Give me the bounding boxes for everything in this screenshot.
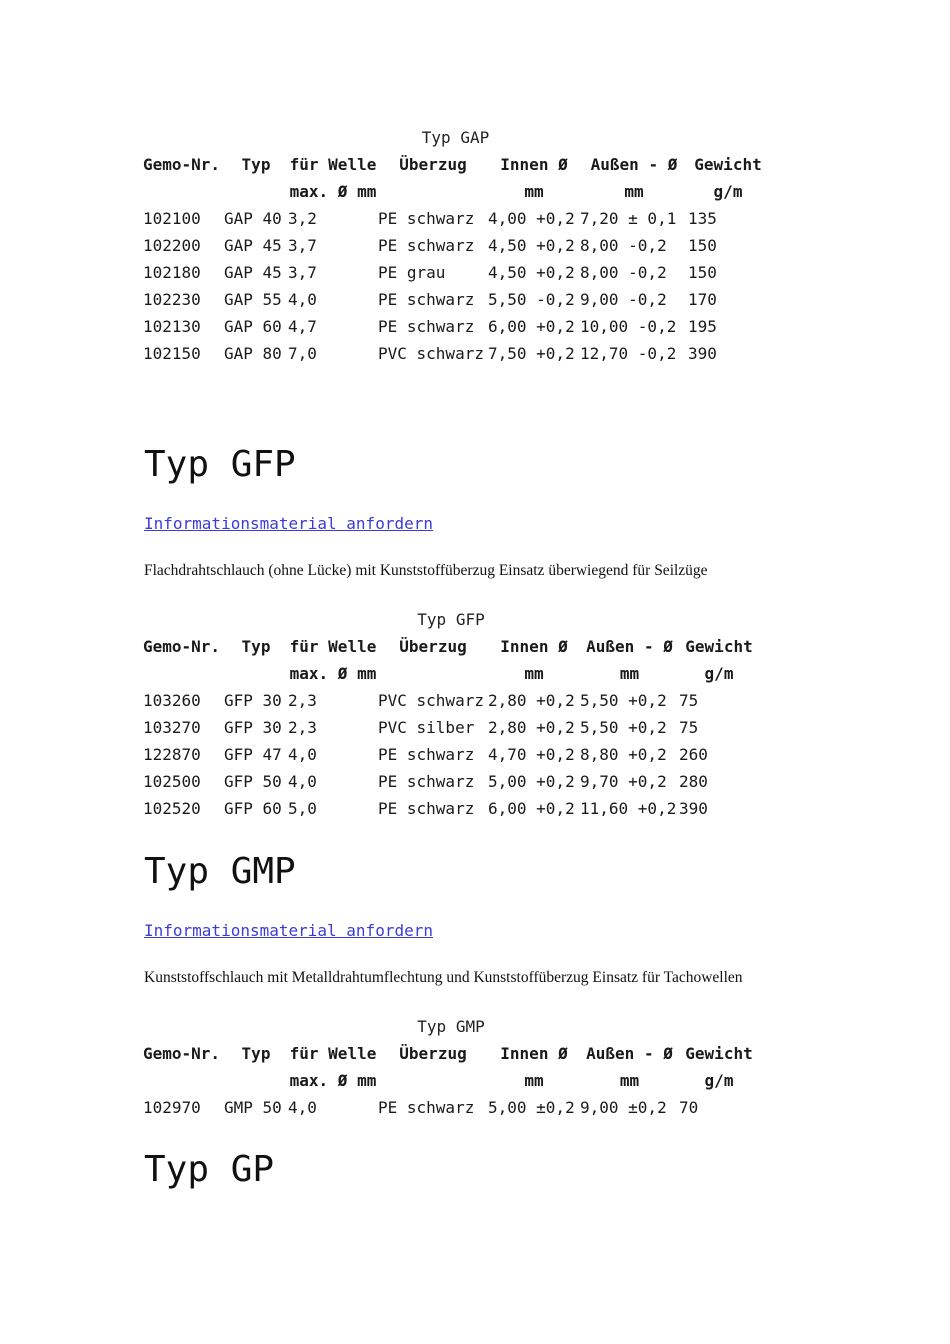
gfp-cell-gemo-nr: 103270 [143, 718, 201, 737]
gmp-header-gewicht: Gewicht [685, 1044, 753, 1063]
gap-cell-gewicht: 170 [688, 290, 717, 309]
gap-header-welle: max. Ø mm [289, 182, 377, 201]
gfp-cell-typ: GFP 30 [224, 691, 282, 710]
table-row [143, 741, 759, 768]
gap-header-aussen: Außen - Ø [590, 155, 678, 174]
gfp-cell-aussen: 5,50 +0,2 [580, 718, 667, 737]
gap-header-gemo-nr: Gemo-Nr. [143, 155, 221, 174]
gfp-cell-gemo-nr: 122870 [143, 745, 201, 764]
gmp-header-aussen: mm [619, 1071, 640, 1090]
gap-cell-welle: 3,7 [288, 236, 317, 255]
gmp-table-caption: Typ GMP [417, 1017, 485, 1036]
gfp-header-gemo-nr [143, 660, 224, 687]
gmp-header-ueberzug: Überzug [399, 1044, 467, 1063]
gmp-header-typ [224, 1067, 288, 1094]
gmp-cell-innen: 5,00 ±0,2 [488, 1098, 575, 1117]
gfp-cell-typ: GFP 50 [224, 772, 282, 791]
gfp-table-caption: Typ GFP [417, 610, 485, 629]
gap-cell-innen: 6,00 +0,2 [488, 317, 575, 336]
gfp-cell-welle: 4,0 [288, 745, 317, 764]
gap-cell-gewicht: 150 [688, 236, 717, 255]
gap-cell-typ: GAP 40 [224, 209, 282, 228]
gmp-header-ueberzug [378, 1067, 488, 1094]
gmp-header-typ: Typ [241, 1044, 271, 1063]
section-heading-gfp: Typ GFP [144, 444, 296, 485]
section-heading-gp: Typ GP [144, 1149, 275, 1190]
gap-cell-typ: GAP 80 [224, 344, 282, 363]
gmp-header-gemo-nr [143, 1067, 224, 1094]
gfp-cell-typ: GFP 30 [224, 718, 282, 737]
gmp-header-row [143, 1040, 759, 1067]
gap-header-ueberzug [378, 178, 488, 205]
gfp-cell-innen: 6,00 +0,2 [488, 799, 575, 818]
gfp-header-row [143, 633, 759, 660]
gfp-cell-ueberzug: PVC schwarz [378, 691, 484, 710]
gmp-header-aussen: Außen - Ø [586, 1044, 673, 1063]
gmp-header-gemo-nr: Gemo-Nr. [143, 1044, 221, 1063]
gap-cell-gewicht: 390 [688, 344, 717, 363]
gap-cell-gemo-nr: 102230 [143, 290, 201, 309]
gap-header-gewicht: Gewicht [694, 155, 762, 174]
gfp-cell-gemo-nr: 102500 [143, 772, 201, 791]
gmp-header-gewicht: g/m [704, 1071, 734, 1090]
table-row [143, 340, 768, 367]
info-request-link-gmp[interactable]: Informationsmaterial anfordern [144, 921, 433, 940]
gap-table-caption: Typ GAP [421, 128, 490, 147]
gfp-cell-aussen: 5,50 +0,2 [580, 691, 667, 710]
gap-cell-gemo-nr: 102150 [143, 344, 201, 363]
gfp-cell-innen: 4,70 +0,2 [488, 745, 575, 764]
gfp-header-innen: Innen Ø [500, 637, 568, 656]
gfp-header-aussen: mm [619, 664, 640, 683]
gfp-cell-gewicht: 75 [679, 691, 699, 710]
gfp-cell-aussen: 9,70 +0,2 [580, 772, 667, 791]
gfp-cell-ueberzug: PE schwarz [378, 799, 475, 818]
gap-cell-ueberzug: PE schwarz [378, 317, 475, 336]
gap-cell-innen: 4,50 +0,2 [488, 236, 575, 255]
gfp-header-welle: max. Ø mm [289, 664, 377, 683]
gfp-cell-ueberzug: PE schwarz [378, 745, 475, 764]
gfp-header-row [143, 660, 759, 687]
table-row [143, 687, 759, 714]
gap-cell-aussen: 9,00 -0,2 [580, 290, 667, 309]
gap-table [143, 124, 768, 367]
gmp-cell-ueberzug: PE schwarz [378, 1098, 475, 1117]
gap-cell-ueberzug: PE schwarz [378, 290, 475, 309]
table-row [143, 259, 768, 286]
gfp-table [143, 606, 759, 822]
gap-cell-ueberzug: PE schwarz [378, 236, 475, 255]
gap-header-row [143, 151, 768, 178]
gap-header-innen: mm [524, 182, 544, 201]
table-row [143, 1094, 759, 1121]
gfp-cell-gewicht: 75 [679, 718, 699, 737]
gfp-header-gewicht: Gewicht [685, 637, 753, 656]
gap-cell-innen: 5,50 -0,2 [488, 290, 575, 309]
table-row [143, 205, 768, 232]
gmp-header-innen: Innen Ø [500, 1044, 568, 1063]
gmp-cell-typ: GMP 50 [224, 1098, 282, 1117]
gfp-cell-gewicht: 280 [679, 772, 708, 791]
gap-cell-gemo-nr: 102130 [143, 317, 201, 336]
gfp-cell-gemo-nr: 103260 [143, 691, 201, 710]
table-row [143, 313, 768, 340]
gfp-cell-welle: 4,0 [288, 772, 317, 791]
gap-cell-typ: GAP 45 [224, 236, 282, 255]
gmp-header-welle: max. Ø mm [289, 1071, 377, 1090]
section-heading-gmp: Typ GMP [144, 851, 296, 892]
gap-cell-ueberzug: PE grau [378, 263, 446, 282]
gfp-cell-gewicht: 390 [679, 799, 708, 818]
gap-cell-aussen: 7,20 ± 0,1 [580, 209, 677, 228]
gfp-header-aussen: Außen - Ø [586, 637, 673, 656]
info-request-link-gfp[interactable]: Informationsmaterial anfordern [144, 514, 433, 533]
gap-cell-gemo-nr: 102200 [143, 236, 201, 255]
gfp-header-ueberzug: Überzug [399, 637, 467, 656]
gfp-cell-welle: 5,0 [288, 799, 317, 818]
gfp-header-typ: Typ [241, 637, 271, 656]
gmp-header-row [143, 1067, 759, 1094]
gap-cell-innen: 4,50 +0,2 [488, 263, 575, 282]
gap-cell-gemo-nr: 102100 [143, 209, 201, 228]
gfp-header-welle: für Welle [289, 637, 377, 656]
gmp-cell-gewicht: 70 [679, 1098, 699, 1117]
gfp-cell-ueberzug: PVC silber [378, 718, 475, 737]
gap-header-aussen: mm [624, 182, 644, 201]
gfp-cell-gewicht: 260 [679, 745, 708, 764]
gmp-header-welle: für Welle [289, 1044, 377, 1063]
gap-header-typ [224, 178, 288, 205]
gap-cell-innen: 7,50 +0,2 [488, 344, 575, 363]
gmp-table [143, 1013, 759, 1121]
gfp-cell-typ: GFP 47 [224, 745, 282, 764]
gap-cell-gemo-nr: 102180 [143, 263, 201, 282]
gap-cell-aussen: 8,00 -0,2 [580, 236, 667, 255]
gfp-cell-ueberzug: PE schwarz [378, 772, 475, 791]
gfp-header-innen: mm [524, 664, 544, 683]
table-row [143, 232, 768, 259]
gap-cell-welle: 3,7 [288, 263, 317, 282]
gap-cell-aussen: 10,00 -0,2 [580, 317, 677, 336]
gap-cell-innen: 4,00 +0,2 [488, 209, 575, 228]
gap-cell-gewicht: 135 [688, 209, 717, 228]
gfp-cell-innen: 5,00 +0,2 [488, 772, 575, 791]
gap-header-gewicht: g/m [713, 182, 743, 201]
gap-cell-welle: 7,0 [288, 344, 317, 363]
gap-cell-gewicht: 195 [688, 317, 717, 336]
gap-cell-typ: GAP 55 [224, 290, 282, 309]
gap-header-gemo-nr [143, 178, 224, 205]
gap-header-ueberzug: Überzug [399, 155, 467, 174]
gmp-cell-welle: 4,0 [288, 1098, 317, 1117]
description-gfp: Flachdrahtschlauch (ohne Lücke) mit Kunststoffüberzug Einsatz überwiegend für Seilzüge [144, 562, 708, 579]
gfp-cell-typ: GFP 60 [224, 799, 282, 818]
gap-cell-welle: 3,2 [288, 209, 317, 228]
gap-header-typ: Typ [241, 155, 271, 174]
gmp-header-innen: mm [524, 1071, 544, 1090]
table-row [143, 286, 768, 313]
table-row [143, 795, 759, 822]
gmp-cell-aussen: 9,00 ±0,2 [580, 1098, 667, 1117]
gfp-cell-gemo-nr: 102520 [143, 799, 201, 818]
gap-cell-aussen: 8,00 -0,2 [580, 263, 667, 282]
gfp-header-typ [224, 660, 288, 687]
gfp-cell-innen: 2,80 +0,2 [488, 691, 575, 710]
gap-cell-welle: 4,0 [288, 290, 317, 309]
gap-cell-ueberzug: PE schwarz [378, 209, 475, 228]
gfp-header-gewicht: g/m [704, 664, 734, 683]
gap-cell-welle: 4,7 [288, 317, 317, 336]
gap-cell-typ: GAP 60 [224, 317, 282, 336]
gap-cell-gewicht: 150 [688, 263, 717, 282]
gap-header-welle: für Welle [289, 155, 377, 174]
gfp-cell-innen: 2,80 +0,2 [488, 718, 575, 737]
gmp-cell-gemo-nr: 102970 [143, 1098, 201, 1117]
table-row [143, 714, 759, 741]
table-row [143, 768, 759, 795]
gfp-cell-welle: 2,3 [288, 718, 317, 737]
description-gmp: Kunststoffschlauch mit Metalldrahtumflechtung und Kunststoffüberzug Einsatz für Tachowellen [144, 969, 743, 986]
gap-cell-ueberzug: PVC schwarz [378, 344, 484, 363]
gap-header-row [143, 178, 768, 205]
gap-cell-aussen: 12,70 -0,2 [580, 344, 677, 363]
gap-header-innen: Innen Ø [500, 155, 568, 174]
gap-cell-typ: GAP 45 [224, 263, 282, 282]
gfp-cell-aussen: 11,60 +0,2 [580, 799, 677, 818]
gfp-header-ueberzug [378, 660, 488, 687]
gfp-cell-aussen: 8,80 +0,2 [580, 745, 667, 764]
gfp-cell-welle: 2,3 [288, 691, 317, 710]
gfp-header-gemo-nr: Gemo-Nr. [143, 637, 221, 656]
